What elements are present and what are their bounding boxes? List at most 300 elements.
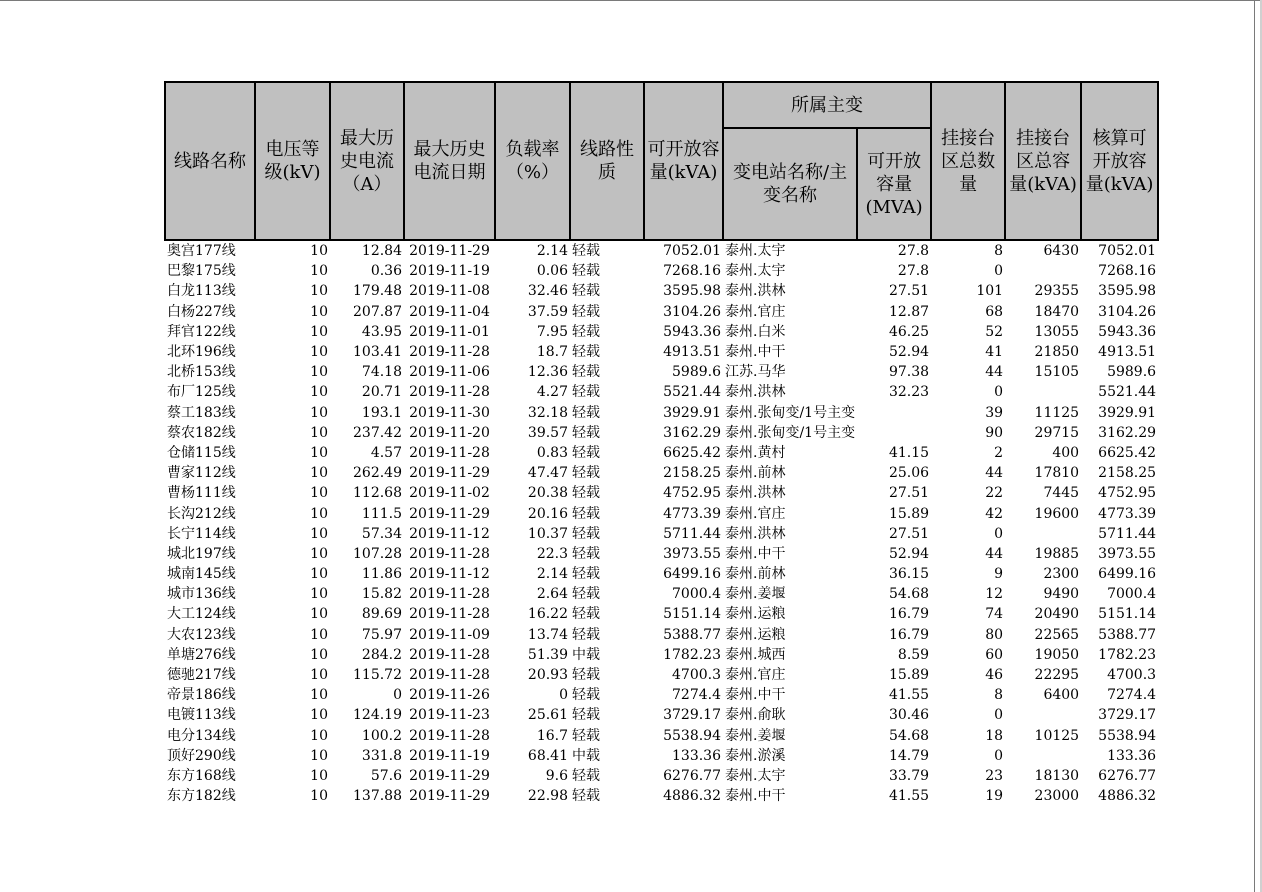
cell-station-total-capacity[interactable]: 10125 bbox=[1034, 727, 1080, 744]
cell-checked-open-capacity[interactable]: 5388.77 bbox=[1098, 626, 1157, 643]
cell-station-total-capacity[interactable]: 21850 bbox=[1034, 344, 1080, 361]
cell-max-current-date[interactable]: 2019-11-29 bbox=[409, 505, 490, 522]
cell-max-current-date[interactable]: 2019-11-23 bbox=[409, 707, 490, 724]
cell-transformer-capacity[interactable]: 36.15 bbox=[888, 566, 930, 583]
cell-station-count[interactable]: 80 bbox=[985, 626, 1004, 643]
cell-open-capacity[interactable]: 4886.32 bbox=[663, 788, 721, 805]
cell-open-capacity[interactable]: 4752.95 bbox=[663, 485, 721, 502]
cell-max-current-date[interactable]: 2019-11-06 bbox=[409, 364, 490, 381]
cell-voltage[interactable]: 10 bbox=[310, 303, 328, 320]
cell-max-current[interactable]: 207.87 bbox=[353, 303, 402, 320]
header-max-current-date[interactable]: 最大历史电流日期 bbox=[404, 82, 495, 240]
cell-line-name[interactable]: 东方168线 bbox=[167, 767, 236, 784]
cell-line-nature[interactable]: 轻载 bbox=[572, 263, 600, 280]
cell-max-current[interactable]: 124.19 bbox=[353, 707, 402, 724]
cell-transformer-capacity[interactable] bbox=[857, 423, 931, 443]
cell-substation-name[interactable]: 泰州.张甸变/1号主变 bbox=[725, 424, 856, 441]
cell-max-current[interactable]: 331.8 bbox=[361, 747, 402, 764]
cell-max-current-date[interactable]: 2019-11-09 bbox=[409, 626, 490, 643]
cell-station-total-capacity[interactable] bbox=[1005, 261, 1081, 281]
cell-substation-name[interactable]: 泰州.洪林 bbox=[725, 283, 786, 300]
cell-max-current[interactable]: 193.1 bbox=[361, 404, 402, 421]
cell-load-rate[interactable]: 0.06 bbox=[536, 263, 568, 280]
cell-max-current[interactable]: 103.41 bbox=[353, 344, 402, 361]
cell-line-name[interactable]: 电镀113线 bbox=[167, 707, 236, 724]
cell-max-current-date[interactable]: 2019-11-29 bbox=[409, 465, 490, 482]
header-checked-open-capacity[interactable]: 核算可开放容量(kVA) bbox=[1081, 82, 1158, 240]
cell-substation-name[interactable]: 泰州.前林 bbox=[725, 566, 786, 583]
cell-station-total-capacity[interactable] bbox=[1005, 746, 1081, 766]
cell-station-count[interactable]: 46 bbox=[985, 667, 1004, 684]
cell-station-total-capacity[interactable]: 2300 bbox=[1043, 566, 1080, 583]
cell-checked-open-capacity[interactable]: 7274.4 bbox=[1107, 687, 1157, 704]
cell-checked-open-capacity[interactable]: 7000.4 bbox=[1107, 586, 1157, 603]
cell-load-rate[interactable]: 2.64 bbox=[536, 586, 568, 603]
cell-max-current-date[interactable]: 2019-11-01 bbox=[409, 323, 490, 340]
cell-voltage[interactable]: 10 bbox=[310, 444, 328, 461]
cell-load-rate[interactable]: 4.27 bbox=[536, 384, 568, 401]
cell-substation-name[interactable]: 泰州.洪林 bbox=[725, 485, 786, 502]
cell-max-current[interactable]: 111.5 bbox=[361, 505, 402, 522]
cell-voltage[interactable]: 10 bbox=[310, 485, 328, 502]
cell-station-total-capacity[interactable] bbox=[1005, 524, 1081, 544]
cell-max-current[interactable]: 0.36 bbox=[370, 263, 402, 280]
cell-station-total-capacity[interactable]: 6430 bbox=[1043, 243, 1080, 260]
cell-max-current[interactable]: 112.68 bbox=[353, 485, 402, 502]
cell-checked-open-capacity[interactable]: 3973.55 bbox=[1098, 545, 1157, 562]
cell-substation-name[interactable]: 泰州.官庄 bbox=[725, 667, 786, 684]
cell-voltage[interactable]: 10 bbox=[310, 344, 328, 361]
cell-line-name[interactable]: 帝景186线 bbox=[167, 687, 236, 704]
cell-line-nature[interactable]: 轻载 bbox=[572, 586, 600, 603]
cell-line-name[interactable]: 东方182线 bbox=[167, 788, 236, 805]
cell-line-nature[interactable]: 轻载 bbox=[572, 404, 600, 421]
cell-load-rate[interactable]: 7.95 bbox=[536, 323, 568, 340]
header-station-count[interactable]: 挂接台区总数量 bbox=[931, 82, 1005, 240]
cell-substation-name[interactable]: 泰州.姜堰 bbox=[725, 727, 786, 744]
cell-substation-name[interactable]: 泰州.中干 bbox=[725, 687, 786, 704]
cell-max-current-date[interactable]: 2019-11-28 bbox=[409, 667, 490, 684]
cell-max-current[interactable]: 12.84 bbox=[361, 243, 402, 260]
cell-substation-name[interactable]: 泰州.白米 bbox=[725, 323, 786, 340]
cell-open-capacity[interactable]: 5521.44 bbox=[663, 384, 721, 401]
cell-load-rate[interactable]: 2.14 bbox=[536, 566, 568, 583]
cell-substation-name[interactable]: 泰州.中干 bbox=[725, 545, 786, 562]
cell-station-count[interactable]: 42 bbox=[985, 505, 1004, 522]
cell-transformer-capacity[interactable]: 41.15 bbox=[888, 444, 930, 461]
cell-checked-open-capacity[interactable]: 3729.17 bbox=[1098, 707, 1157, 724]
cell-max-current[interactable]: 43.95 bbox=[361, 323, 402, 340]
cell-open-capacity[interactable]: 6276.77 bbox=[663, 767, 721, 784]
cell-load-rate[interactable]: 68.41 bbox=[527, 747, 568, 764]
cell-line-nature[interactable]: 轻载 bbox=[572, 566, 600, 583]
cell-station-total-capacity[interactable]: 29715 bbox=[1034, 424, 1080, 441]
cell-station-total-capacity[interactable]: 29355 bbox=[1034, 283, 1080, 300]
cell-line-nature[interactable]: 轻载 bbox=[572, 303, 600, 320]
cell-line-nature[interactable]: 轻载 bbox=[572, 283, 600, 300]
cell-station-total-capacity[interactable]: 17810 bbox=[1034, 465, 1080, 482]
cell-load-rate[interactable]: 51.39 bbox=[527, 646, 568, 663]
cell-station-count[interactable]: 68 bbox=[985, 303, 1004, 320]
cell-checked-open-capacity[interactable]: 7052.01 bbox=[1098, 243, 1157, 260]
cell-station-count[interactable]: 0 bbox=[994, 525, 1004, 542]
cell-station-total-capacity[interactable]: 18130 bbox=[1034, 767, 1080, 784]
cell-voltage[interactable]: 10 bbox=[310, 626, 328, 643]
cell-station-total-capacity[interactable] bbox=[1005, 382, 1081, 402]
cell-voltage[interactable]: 10 bbox=[310, 525, 328, 542]
cell-load-rate[interactable]: 2.14 bbox=[536, 243, 568, 260]
cell-voltage[interactable]: 10 bbox=[310, 424, 328, 441]
cell-station-count[interactable]: 44 bbox=[985, 465, 1004, 482]
cell-open-capacity[interactable]: 5538.94 bbox=[663, 727, 721, 744]
cell-transformer-capacity[interactable]: 41.55 bbox=[888, 687, 930, 704]
cell-open-capacity[interactable]: 5989.6 bbox=[672, 364, 721, 381]
cell-substation-name[interactable]: 泰州.张甸变/1号主变 bbox=[725, 404, 856, 421]
cell-station-count[interactable]: 8 bbox=[994, 687, 1004, 704]
cell-line-name[interactable]: 长宁114线 bbox=[167, 525, 236, 542]
cell-checked-open-capacity[interactable]: 5989.6 bbox=[1107, 364, 1157, 381]
cell-voltage[interactable]: 10 bbox=[310, 687, 328, 704]
cell-station-total-capacity[interactable]: 19885 bbox=[1034, 545, 1080, 562]
cell-line-name[interactable]: 城市136线 bbox=[167, 586, 236, 603]
cell-station-total-capacity[interactable]: 18470 bbox=[1034, 303, 1080, 320]
cell-substation-name[interactable]: 泰州.洪林 bbox=[725, 525, 786, 542]
cell-line-name[interactable]: 蔡工183线 bbox=[167, 404, 236, 421]
cell-max-current-date[interactable]: 2019-11-28 bbox=[409, 384, 490, 401]
cell-station-count[interactable]: 19 bbox=[985, 788, 1004, 805]
cell-max-current-date[interactable]: 2019-11-12 bbox=[409, 525, 490, 542]
cell-line-name[interactable]: 巴黎175线 bbox=[167, 263, 236, 280]
cell-transformer-capacity[interactable]: 30.46 bbox=[888, 707, 930, 724]
cell-open-capacity[interactable]: 133.36 bbox=[672, 747, 721, 764]
cell-max-current[interactable]: 15.82 bbox=[361, 586, 402, 603]
cell-line-nature[interactable]: 轻载 bbox=[572, 606, 600, 623]
cell-open-capacity[interactable]: 1782.23 bbox=[663, 646, 721, 663]
cell-max-current[interactable]: 115.72 bbox=[353, 667, 402, 684]
cell-substation-name[interactable]: 泰州.太宇 bbox=[725, 767, 786, 784]
cell-substation-name[interactable]: 泰州.洪林 bbox=[725, 384, 786, 401]
cell-line-name[interactable]: 奥宫177线 bbox=[167, 243, 236, 260]
cell-checked-open-capacity[interactable]: 4886.32 bbox=[1098, 788, 1157, 805]
cell-checked-open-capacity[interactable]: 3595.98 bbox=[1098, 283, 1157, 300]
cell-voltage[interactable]: 10 bbox=[310, 404, 328, 421]
cell-station-count[interactable]: 90 bbox=[985, 424, 1004, 441]
cell-open-capacity[interactable]: 5943.36 bbox=[663, 323, 721, 340]
cell-line-nature[interactable]: 轻载 bbox=[572, 465, 600, 482]
cell-open-capacity[interactable]: 7268.16 bbox=[663, 263, 721, 280]
header-line-name[interactable]: 线路名称 bbox=[165, 82, 255, 240]
cell-open-capacity[interactable]: 2158.25 bbox=[663, 465, 721, 482]
cell-transformer-capacity[interactable]: 16.79 bbox=[888, 626, 930, 643]
cell-substation-name[interactable]: 泰州.姜堰 bbox=[725, 586, 786, 603]
cell-checked-open-capacity[interactable]: 5151.14 bbox=[1098, 606, 1157, 623]
cell-voltage[interactable]: 10 bbox=[310, 364, 328, 381]
cell-station-count[interactable]: 0 bbox=[994, 384, 1004, 401]
cell-station-count[interactable]: 44 bbox=[985, 364, 1004, 381]
cell-max-current[interactable]: 4.57 bbox=[370, 444, 402, 461]
cell-max-current-date[interactable]: 2019-11-28 bbox=[409, 545, 490, 562]
cell-checked-open-capacity[interactable]: 5538.94 bbox=[1098, 727, 1157, 744]
cell-substation-name[interactable]: 泰州.淤溪 bbox=[725, 747, 786, 764]
cell-line-name[interactable]: 白龙113线 bbox=[167, 283, 236, 300]
cell-line-nature[interactable]: 轻载 bbox=[572, 444, 600, 461]
cell-checked-open-capacity[interactable]: 4773.39 bbox=[1098, 505, 1157, 522]
cell-checked-open-capacity[interactable]: 3104.26 bbox=[1098, 303, 1157, 320]
cell-substation-name[interactable]: 泰州.运粮 bbox=[725, 626, 786, 643]
cell-voltage[interactable]: 10 bbox=[310, 283, 328, 300]
cell-line-name[interactable]: 北桥153线 bbox=[167, 364, 236, 381]
cell-station-total-capacity[interactable]: 19600 bbox=[1034, 505, 1080, 522]
cell-max-current-date[interactable]: 2019-11-29 bbox=[409, 243, 490, 260]
cell-checked-open-capacity[interactable]: 3929.91 bbox=[1098, 404, 1157, 421]
cell-load-rate[interactable]: 16.22 bbox=[527, 606, 568, 623]
cell-line-nature[interactable]: 轻载 bbox=[572, 687, 600, 704]
cell-open-capacity[interactable]: 6499.16 bbox=[663, 566, 721, 583]
cell-open-capacity[interactable]: 7000.4 bbox=[672, 586, 721, 603]
cell-load-rate[interactable]: 0.83 bbox=[536, 444, 568, 461]
cell-voltage[interactable]: 10 bbox=[310, 667, 328, 684]
cell-load-rate[interactable]: 20.93 bbox=[527, 667, 568, 684]
cell-open-capacity[interactable]: 3595.98 bbox=[663, 283, 721, 300]
cell-line-nature[interactable]: 轻载 bbox=[572, 667, 600, 684]
cell-voltage[interactable]: 10 bbox=[310, 788, 328, 805]
cell-substation-name[interactable]: 泰州.城西 bbox=[725, 646, 786, 663]
cell-transformer-capacity[interactable]: 41.55 bbox=[888, 788, 930, 805]
cell-station-count[interactable]: 22 bbox=[985, 485, 1004, 502]
cell-open-capacity[interactable]: 6625.42 bbox=[663, 444, 721, 461]
cell-substation-name[interactable]: 江苏.马华 bbox=[725, 364, 786, 381]
cell-station-total-capacity[interactable]: 6400 bbox=[1043, 687, 1080, 704]
cell-max-current[interactable]: 0 bbox=[393, 687, 402, 704]
cell-load-rate[interactable]: 13.74 bbox=[527, 626, 568, 643]
cell-max-current-date[interactable]: 2019-11-19 bbox=[409, 747, 490, 764]
cell-station-count[interactable]: 60 bbox=[985, 646, 1004, 663]
cell-line-name[interactable]: 北环196线 bbox=[167, 344, 236, 361]
cell-load-rate[interactable]: 0 bbox=[559, 687, 568, 704]
cell-station-total-capacity[interactable]: 23000 bbox=[1034, 788, 1080, 805]
cell-station-count[interactable]: 2 bbox=[994, 444, 1004, 461]
cell-load-rate[interactable]: 18.7 bbox=[536, 344, 568, 361]
cell-max-current[interactable]: 74.18 bbox=[361, 364, 402, 381]
cell-substation-name[interactable]: 泰州.官庄 bbox=[725, 303, 786, 320]
header-voltage[interactable]: 电压等级(kV) bbox=[255, 82, 330, 240]
cell-checked-open-capacity[interactable]: 4913.51 bbox=[1098, 344, 1157, 361]
cell-station-count[interactable]: 12 bbox=[985, 586, 1004, 603]
cell-max-current-date[interactable]: 2019-11-28 bbox=[409, 727, 490, 744]
cell-max-current[interactable]: 11.86 bbox=[361, 566, 402, 583]
cell-checked-open-capacity[interactable]: 5711.44 bbox=[1098, 525, 1157, 542]
header-station-total-capacity[interactable]: 挂接台区总容量(kVA) bbox=[1005, 82, 1081, 240]
cell-station-total-capacity[interactable] bbox=[1005, 705, 1081, 725]
cell-voltage[interactable]: 10 bbox=[310, 263, 328, 280]
cell-station-total-capacity[interactable]: 22565 bbox=[1034, 626, 1080, 643]
cell-voltage[interactable]: 10 bbox=[310, 384, 328, 401]
cell-voltage[interactable]: 10 bbox=[310, 505, 328, 522]
cell-checked-open-capacity[interactable]: 1782.23 bbox=[1098, 646, 1157, 663]
cell-transformer-capacity[interactable]: 52.94 bbox=[888, 344, 930, 361]
cell-station-count[interactable]: 74 bbox=[985, 606, 1004, 623]
cell-max-current[interactable]: 57.34 bbox=[361, 525, 402, 542]
cell-open-capacity[interactable]: 4700.3 bbox=[672, 667, 721, 684]
cell-line-nature[interactable]: 轻载 bbox=[572, 727, 600, 744]
cell-checked-open-capacity[interactable]: 6276.77 bbox=[1098, 767, 1157, 784]
cell-voltage[interactable]: 10 bbox=[310, 646, 328, 663]
cell-line-name[interactable]: 蔡农182线 bbox=[167, 424, 236, 441]
cell-line-nature[interactable]: 轻载 bbox=[572, 505, 600, 522]
cell-open-capacity[interactable]: 5388.77 bbox=[663, 626, 721, 643]
cell-open-capacity[interactable]: 5711.44 bbox=[663, 525, 721, 542]
cell-max-current[interactable]: 20.71 bbox=[361, 384, 402, 401]
header-substation-name[interactable]: 变电站名称/主变名称 bbox=[723, 128, 857, 240]
cell-transformer-capacity[interactable]: 27.51 bbox=[888, 525, 930, 542]
cell-max-current[interactable]: 137.88 bbox=[353, 788, 402, 805]
cell-line-nature[interactable]: 轻载 bbox=[572, 384, 600, 401]
cell-max-current-date[interactable]: 2019-11-12 bbox=[409, 566, 490, 583]
cell-line-name[interactable]: 曹家112线 bbox=[167, 465, 236, 482]
header-main-transformer[interactable]: 所属主变 bbox=[723, 82, 931, 128]
cell-max-current-date[interactable]: 2019-11-29 bbox=[409, 788, 490, 805]
cell-station-count[interactable]: 23 bbox=[985, 767, 1004, 784]
cell-checked-open-capacity[interactable]: 133.36 bbox=[1107, 747, 1157, 764]
cell-load-rate[interactable]: 20.38 bbox=[527, 485, 568, 502]
header-transformer-capacity[interactable]: 可开放容量(MVA) bbox=[857, 128, 931, 240]
cell-substation-name[interactable]: 泰州.黄村 bbox=[725, 444, 786, 461]
cell-line-name[interactable]: 曹杨111线 bbox=[167, 485, 236, 502]
cell-max-current[interactable]: 57.6 bbox=[370, 767, 402, 784]
cell-line-nature[interactable]: 轻载 bbox=[572, 525, 600, 542]
cell-line-name[interactable]: 德驰217线 bbox=[167, 667, 236, 684]
cell-load-rate[interactable]: 39.57 bbox=[527, 424, 568, 441]
cell-station-total-capacity[interactable]: 15105 bbox=[1034, 364, 1080, 381]
cell-voltage[interactable]: 10 bbox=[310, 566, 328, 583]
cell-voltage[interactable]: 10 bbox=[310, 727, 328, 744]
cell-checked-open-capacity[interactable]: 3162.29 bbox=[1098, 424, 1157, 441]
cell-checked-open-capacity[interactable]: 4700.3 bbox=[1107, 667, 1157, 684]
cell-transformer-capacity[interactable]: 27.51 bbox=[888, 283, 930, 300]
cell-load-rate[interactable]: 25.61 bbox=[527, 707, 568, 724]
cell-transformer-capacity[interactable]: 27.8 bbox=[897, 263, 930, 280]
header-load-rate[interactable]: 负载率（%） bbox=[495, 82, 570, 240]
cell-substation-name[interactable]: 泰州.前林 bbox=[725, 465, 786, 482]
cell-line-name[interactable]: 大工124线 bbox=[167, 606, 236, 623]
cell-transformer-capacity[interactable]: 54.68 bbox=[888, 727, 930, 744]
cell-checked-open-capacity[interactable]: 7268.16 bbox=[1098, 263, 1157, 280]
cell-max-current-date[interactable]: 2019-11-28 bbox=[409, 646, 490, 663]
cell-transformer-capacity[interactable]: 33.79 bbox=[888, 767, 930, 784]
cell-transformer-capacity[interactable]: 16.79 bbox=[888, 606, 930, 623]
cell-line-name[interactable]: 电分134线 bbox=[167, 727, 236, 744]
cell-load-rate[interactable]: 12.36 bbox=[527, 364, 568, 381]
cell-line-name[interactable]: 白杨227线 bbox=[167, 303, 236, 320]
cell-checked-open-capacity[interactable]: 6625.42 bbox=[1098, 444, 1157, 461]
cell-transformer-capacity[interactable]: 12.87 bbox=[888, 303, 930, 320]
cell-transformer-capacity[interactable]: 46.25 bbox=[888, 323, 930, 340]
cell-load-rate[interactable]: 9.6 bbox=[545, 767, 568, 784]
cell-station-total-capacity[interactable]: 19050 bbox=[1034, 646, 1080, 663]
cell-open-capacity[interactable]: 7052.01 bbox=[663, 243, 721, 260]
cell-open-capacity[interactable]: 4773.39 bbox=[663, 505, 721, 522]
cell-line-nature[interactable]: 轻载 bbox=[572, 485, 600, 502]
cell-line-name[interactable]: 顶好290线 bbox=[167, 747, 236, 764]
cell-checked-open-capacity[interactable]: 5521.44 bbox=[1098, 384, 1157, 401]
cell-voltage[interactable]: 10 bbox=[310, 707, 328, 724]
cell-line-nature[interactable]: 轻载 bbox=[572, 788, 600, 805]
cell-line-name[interactable]: 城南145线 bbox=[167, 566, 236, 583]
cell-open-capacity[interactable]: 3162.29 bbox=[663, 424, 721, 441]
cell-open-capacity[interactable]: 3729.17 bbox=[663, 707, 721, 724]
cell-line-nature[interactable]: 轻载 bbox=[572, 243, 600, 260]
cell-transformer-capacity[interactable]: 14.79 bbox=[888, 747, 930, 764]
cell-max-current[interactable]: 89.69 bbox=[361, 606, 402, 623]
cell-transformer-capacity[interactable] bbox=[857, 403, 931, 423]
cell-station-count[interactable]: 44 bbox=[985, 545, 1004, 562]
cell-substation-name[interactable]: 泰州.太宇 bbox=[725, 263, 786, 280]
cell-station-count[interactable]: 39 bbox=[985, 404, 1004, 421]
cell-max-current-date[interactable]: 2019-11-19 bbox=[409, 263, 490, 280]
cell-max-current-date[interactable]: 2019-11-26 bbox=[409, 687, 490, 704]
cell-load-rate[interactable]: 22.3 bbox=[536, 545, 568, 562]
cell-max-current-date[interactable]: 2019-11-04 bbox=[409, 303, 490, 320]
cell-station-total-capacity[interactable]: 20490 bbox=[1034, 606, 1080, 623]
cell-substation-name[interactable]: 泰州.运粮 bbox=[725, 606, 786, 623]
cell-open-capacity[interactable]: 4913.51 bbox=[663, 344, 721, 361]
cell-station-count[interactable]: 0 bbox=[994, 263, 1004, 280]
cell-transformer-capacity[interactable]: 32.23 bbox=[888, 384, 930, 401]
cell-line-nature[interactable]: 轻载 bbox=[572, 545, 600, 562]
cell-substation-name[interactable]: 泰州.中干 bbox=[725, 788, 786, 805]
cell-line-nature[interactable]: 轻载 bbox=[572, 364, 600, 381]
cell-substation-name[interactable]: 泰州.俞耿 bbox=[725, 707, 786, 724]
cell-open-capacity[interactable]: 3973.55 bbox=[663, 545, 721, 562]
cell-transformer-capacity[interactable]: 52.94 bbox=[888, 545, 930, 562]
cell-checked-open-capacity[interactable]: 6499.16 bbox=[1098, 566, 1157, 583]
cell-load-rate[interactable]: 37.59 bbox=[527, 303, 568, 320]
cell-load-rate[interactable]: 32.18 bbox=[527, 404, 568, 421]
cell-load-rate[interactable]: 10.37 bbox=[527, 525, 568, 542]
cell-max-current-date[interactable]: 2019-11-30 bbox=[409, 404, 490, 421]
cell-voltage[interactable]: 10 bbox=[310, 767, 328, 784]
cell-max-current[interactable]: 262.49 bbox=[353, 465, 402, 482]
cell-open-capacity[interactable]: 3104.26 bbox=[663, 303, 721, 320]
cell-voltage[interactable]: 10 bbox=[310, 243, 328, 260]
cell-max-current-date[interactable]: 2019-11-28 bbox=[409, 444, 490, 461]
cell-station-count[interactable]: 18 bbox=[985, 727, 1004, 744]
cell-transformer-capacity[interactable]: 15.89 bbox=[888, 667, 930, 684]
cell-transformer-capacity[interactable]: 97.38 bbox=[888, 364, 930, 381]
cell-voltage[interactable]: 10 bbox=[310, 545, 328, 562]
cell-transformer-capacity[interactable]: 27.51 bbox=[888, 485, 930, 502]
cell-max-current-date[interactable]: 2019-11-28 bbox=[409, 344, 490, 361]
cell-line-nature[interactable]: 轻载 bbox=[572, 626, 600, 643]
cell-line-nature[interactable]: 轻载 bbox=[572, 707, 600, 724]
cell-station-total-capacity[interactable]: 400 bbox=[1052, 444, 1080, 461]
cell-voltage[interactable]: 10 bbox=[310, 606, 328, 623]
cell-open-capacity[interactable]: 7274.4 bbox=[672, 687, 721, 704]
cell-open-capacity[interactable]: 5151.14 bbox=[663, 606, 721, 623]
cell-load-rate[interactable]: 16.7 bbox=[536, 727, 568, 744]
cell-station-count[interactable]: 9 bbox=[994, 566, 1004, 583]
cell-station-total-capacity[interactable]: 7445 bbox=[1043, 485, 1080, 502]
cell-voltage[interactable]: 10 bbox=[310, 465, 328, 482]
cell-max-current[interactable]: 237.42 bbox=[353, 424, 402, 441]
cell-station-count[interactable]: 8 bbox=[994, 243, 1004, 260]
cell-voltage[interactable]: 10 bbox=[310, 586, 328, 603]
cell-checked-open-capacity[interactable]: 4752.95 bbox=[1098, 485, 1157, 502]
cell-substation-name[interactable]: 泰州.中干 bbox=[725, 344, 786, 361]
cell-load-rate[interactable]: 20.16 bbox=[527, 505, 568, 522]
cell-max-current-date[interactable]: 2019-11-29 bbox=[409, 767, 490, 784]
cell-line-nature[interactable]: 中载 bbox=[572, 646, 600, 663]
